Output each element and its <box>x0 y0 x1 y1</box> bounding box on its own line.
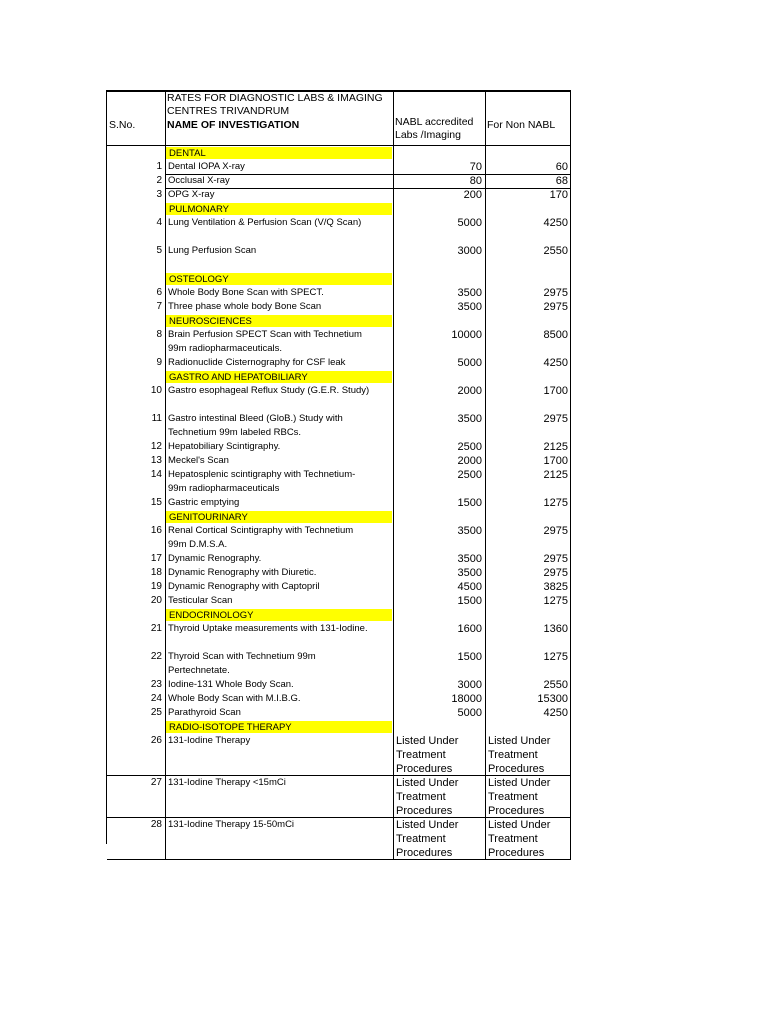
investigation-name-line1: Meckel's Scan <box>168 455 229 466</box>
nabl-rate: 3500 <box>457 553 482 565</box>
listed-text-line3: Procedures <box>396 805 453 817</box>
investigation-name-line1: Whole Body Scan with M.I.B.G. <box>168 693 301 704</box>
investigation-name-line1: Occlusal X-ray <box>168 175 230 186</box>
nabl-rate: 70 <box>469 161 482 173</box>
listed-text-line2: Treatment <box>396 749 446 761</box>
investigation-name-line1: Gastric emptying <box>168 497 240 508</box>
non-nabl-rate: 1700 <box>543 385 568 397</box>
serial-number: 23 <box>150 679 162 690</box>
serial-number: 28 <box>150 819 162 830</box>
table-title-line1: RATES FOR DIAGNOSTIC LABS & IMAGING <box>167 92 383 104</box>
listed-text-line3: Procedures <box>488 805 545 817</box>
investigation-name-line1: 131-Iodine Therapy 15-50mCi <box>168 819 295 830</box>
investigation-name-line1: OPG X-ray <box>168 189 215 200</box>
row-rule <box>107 859 571 860</box>
serial-number: 3 <box>156 189 162 200</box>
category-endocrinology: ENDOCRINOLOGY <box>166 609 392 621</box>
listed-text-line2: Treatment <box>396 791 446 803</box>
investigation-name-line1: Thyroid Uptake measurements with 131-Iodine. <box>168 623 368 634</box>
serial-number: 14 <box>150 469 162 480</box>
category-neurosciences: NEUROSCIENCES <box>166 315 392 327</box>
investigation-name <box>165 468 393 496</box>
non-nabl-rate: 2125 <box>543 441 568 453</box>
investigation-name-line1: Whole Body Bone Scan with SPECT. <box>168 287 324 298</box>
investigation-name <box>165 734 393 776</box>
non-nabl-rate: 4250 <box>543 357 568 369</box>
investigation-name <box>165 188 393 202</box>
investigation-name <box>165 174 393 188</box>
investigation-name-line1: Gastro intestinal Bleed (GloB.) Study with <box>168 413 343 424</box>
header-nabl <box>395 116 483 144</box>
investigation-name <box>165 286 393 300</box>
serial-number: 21 <box>150 623 162 634</box>
nabl-rate: 18000 <box>451 693 482 705</box>
nabl-rate: 1500 <box>457 651 482 663</box>
investigation-name <box>165 160 393 174</box>
non-nabl-rate: 60 <box>555 161 568 173</box>
investigation-name-line1: Radionuclide Cisternography for CSF leak <box>168 357 346 368</box>
serial-number: 15 <box>150 497 162 508</box>
serial-number: 11 <box>151 413 162 424</box>
nabl-rate: 1600 <box>457 623 482 635</box>
listed-text-line1: Listed Under <box>396 735 459 747</box>
investigation-name <box>165 216 393 244</box>
nabl-rate: 4500 <box>457 581 482 593</box>
category-radio-isotope-therapy: RADIO-ISOTOPE THERAPY <box>166 721 392 733</box>
serial-number: 24 <box>150 693 162 704</box>
non-nabl-rate: 170 <box>549 189 568 201</box>
nabl-rate: 1500 <box>457 497 482 509</box>
serial-number: 27 <box>150 777 162 788</box>
investigation-name <box>165 594 393 608</box>
non-nabl-rate: 2975 <box>543 567 568 579</box>
nabl-rate: 10000 <box>451 329 482 341</box>
investigation-name-line1: Dental IOPA X-ray <box>168 161 245 172</box>
listed-text-line1: Listed Under <box>488 735 551 747</box>
serial-number: 18 <box>150 567 162 578</box>
listed-text-line3: Procedures <box>396 847 453 859</box>
non-nabl-rate: 4250 <box>543 217 568 229</box>
serial-number: 25 <box>150 707 162 718</box>
row-rule <box>107 91 571 92</box>
non-nabl-rate: 4250 <box>543 707 568 719</box>
investigation-name <box>165 818 393 860</box>
investigation-name <box>165 776 393 818</box>
header-nabl-line2: Labs /Imaging <box>395 129 461 141</box>
serial-number: 1 <box>156 161 162 172</box>
investigation-name <box>165 244 393 272</box>
non-nabl-rate: 2550 <box>543 245 568 257</box>
non-nabl-rate: 1700 <box>543 455 568 467</box>
listed-under-treatment-nabl <box>393 734 485 776</box>
non-nabl-rate: 2975 <box>543 525 568 537</box>
nabl-rate: 3500 <box>457 301 482 313</box>
listed-text-line2: Treatment <box>396 833 446 845</box>
serial-number: 16 <box>150 525 162 536</box>
serial-number: 20 <box>150 595 162 606</box>
investigation-name-line2: 99m radiopharmaceuticals. <box>168 343 283 354</box>
listed-under-treatment-non <box>485 734 571 776</box>
investigation-name <box>165 328 393 356</box>
investigation-name <box>165 384 393 412</box>
non-nabl-rate: 15300 <box>537 693 568 705</box>
investigation-name <box>165 496 393 510</box>
non-nabl-rate: 2550 <box>543 679 568 691</box>
serial-number: 6 <box>156 287 162 298</box>
non-nabl-rate: 2975 <box>543 553 568 565</box>
nabl-rate: 2500 <box>457 469 482 481</box>
investigation-name-line1: Thyroid Scan with Technetium 99m <box>168 651 316 662</box>
investigation-name-line2: 99m D.M.S.A. <box>168 539 228 550</box>
non-nabl-rate: 68 <box>555 175 568 187</box>
serial-number: 19 <box>150 581 162 592</box>
investigation-name-line2: Pertechnetate. <box>168 665 230 676</box>
column-rule <box>393 91 394 860</box>
investigation-name-line1: Testicular Scan <box>168 595 233 606</box>
investigation-name-line1: Lung Ventilation & Perfusion Scan (V/Q Scan) <box>168 217 362 228</box>
non-nabl-rate: 2975 <box>543 287 568 299</box>
category-osteology: OSTEOLOGY <box>166 273 392 285</box>
investigation-name <box>165 300 393 314</box>
serial-number: 13 <box>150 455 162 466</box>
serial-number: 8 <box>156 329 162 340</box>
investigation-name <box>165 566 393 580</box>
investigation-name <box>165 552 393 566</box>
row-rule <box>107 145 571 146</box>
non-nabl-rate: 1360 <box>543 623 568 635</box>
column-rule <box>485 91 486 860</box>
investigation-name-line1: Three phase whole body Bone Scan <box>168 301 322 312</box>
table-title-line2: CENTRES TRIVANDRUM <box>167 105 290 117</box>
nabl-rate: 2000 <box>457 385 482 397</box>
investigation-name-line1: Gastro esophageal Reflux Study (G.E.R. Study) <box>168 385 370 396</box>
table-title <box>165 91 391 117</box>
non-nabl-rate: 1275 <box>543 595 568 607</box>
header-investigation: NAME OF INVESTIGATION <box>167 119 300 131</box>
listed-under-treatment-nabl <box>393 776 485 818</box>
investigation-name-line1: Hepatosplenic scintigraphy with Technetium- <box>168 469 356 480</box>
listed-text-line1: Listed Under <box>396 777 459 789</box>
listed-text-line1: Listed Under <box>488 819 551 831</box>
listed-text-line3: Procedures <box>488 847 545 859</box>
investigation-name-line1: Dynamic Renography. <box>168 553 262 564</box>
serial-number: 26 <box>150 735 162 746</box>
nabl-rate: 5000 <box>457 217 482 229</box>
category-pulmonary: PULMONARY <box>166 203 392 215</box>
nabl-rate: 2500 <box>457 441 482 453</box>
investigation-name <box>165 678 393 692</box>
serial-number: 2 <box>156 175 162 186</box>
nabl-rate: 200 <box>463 189 482 201</box>
investigation-name-line1: Renal Cortical Scintigraphy with Technetium <box>168 525 354 536</box>
row-rule <box>107 775 571 776</box>
investigation-name-line1: Lung Perfusion Scan <box>168 245 257 256</box>
nabl-rate: 3000 <box>457 245 482 257</box>
listed-under-treatment-nabl <box>393 818 485 860</box>
nabl-rate: 3500 <box>457 567 482 579</box>
nabl-rate: 2000 <box>457 455 482 467</box>
row-rule <box>107 817 571 818</box>
category-dental: DENTAL <box>166 147 392 159</box>
investigation-name <box>165 440 393 454</box>
serial-number: 10 <box>150 385 162 396</box>
serial-number: 17 <box>150 553 162 564</box>
row-rule <box>165 188 571 189</box>
investigation-name-line1: 131-Iodine Therapy <15mCi <box>168 777 286 788</box>
non-nabl-rate: 2125 <box>543 469 568 481</box>
listed-text-line1: Listed Under <box>488 777 551 789</box>
nabl-rate: 3000 <box>457 679 482 691</box>
investigation-name <box>165 692 393 706</box>
non-nabl-rate: 8500 <box>543 329 568 341</box>
listed-text-line1: Listed Under <box>396 819 459 831</box>
category-genitourinary: GENITOURINARY <box>166 511 392 523</box>
investigation-name <box>165 356 393 370</box>
serial-number: 4 <box>156 217 162 228</box>
investigation-name-line1: 131-Iodine Therapy <box>168 735 251 746</box>
investigation-name <box>165 524 393 552</box>
column-rule <box>165 91 166 860</box>
investigation-name <box>165 412 393 440</box>
investigation-name <box>165 650 393 678</box>
listed-under-treatment-non <box>485 818 571 860</box>
listed-text-line2: Treatment <box>488 749 538 761</box>
nabl-rate: 3500 <box>457 413 482 425</box>
serial-number: 7 <box>156 301 162 312</box>
investigation-name-line2: 99m radiopharmaceuticals <box>168 483 280 494</box>
investigation-name-line1: Dynamic Renography with Diuretic. <box>168 567 317 578</box>
investigation-name-line2: Technetium 99m labeled RBCs. <box>168 427 302 438</box>
investigation-name-line1: Iodine-131 Whole Body Scan. <box>168 679 294 690</box>
nabl-rate: 80 <box>469 175 482 187</box>
nabl-rate: 5000 <box>457 357 482 369</box>
investigation-name-line1: Dynamic Renography with Captopril <box>168 581 320 592</box>
listed-text-line3: Procedures <box>488 763 545 775</box>
investigation-name <box>165 580 393 594</box>
investigation-name-line1: Brain Perfusion SPECT Scan with Technetium <box>168 329 362 340</box>
investigation-name <box>165 622 393 650</box>
investigation-name <box>165 706 393 720</box>
investigation-name <box>165 454 393 468</box>
nabl-rate: 5000 <box>457 707 482 719</box>
category-gastro-and-hepatobiliary: GASTRO AND HEPATOBILIARY <box>166 371 392 383</box>
listed-text-line3: Procedures <box>396 763 453 775</box>
column-rule <box>570 91 571 860</box>
header-non-nabl: For Non NABL <box>487 119 556 131</box>
listed-text-line2: Treatment <box>488 833 538 845</box>
non-nabl-rate: 2975 <box>543 301 568 313</box>
non-nabl-rate: 3825 <box>543 581 568 593</box>
non-nabl-rate: 2975 <box>543 413 568 425</box>
serial-number: 12 <box>150 441 162 452</box>
serial-number: 9 <box>156 357 162 368</box>
header-sno: S.No. <box>109 119 136 131</box>
listed-text-line2: Treatment <box>488 791 538 803</box>
non-nabl-rate: 1275 <box>543 651 568 663</box>
header-nabl-line1: NABL accredited <box>395 116 474 128</box>
listed-under-treatment-non <box>485 776 571 818</box>
investigation-name-line1: Hepatobiliary Scintigraphy. <box>168 441 281 452</box>
row-rule <box>165 174 571 175</box>
non-nabl-rate: 1275 <box>543 497 568 509</box>
investigation-name-line1: Parathyroid Scan <box>168 707 241 718</box>
nabl-rate: 3500 <box>457 525 482 537</box>
nabl-rate: 1500 <box>457 595 482 607</box>
nabl-rate: 3500 <box>457 287 482 299</box>
serial-number: 22 <box>150 651 162 662</box>
serial-number: 5 <box>156 245 162 256</box>
rates-table <box>106 90 571 859</box>
